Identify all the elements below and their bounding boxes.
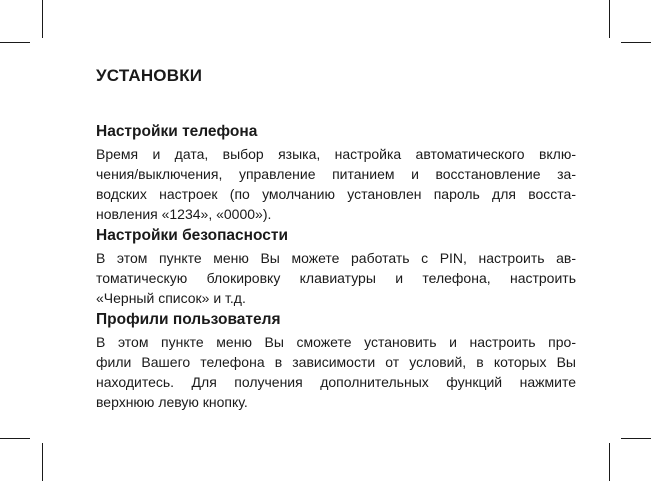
section-heading: Профили пользователя bbox=[96, 311, 281, 328]
section-heading: Настройки телефона bbox=[96, 123, 258, 140]
crop-mark-top-right-vertical bbox=[609, 0, 610, 38]
crop-mark-bottom-right-horizontal bbox=[621, 438, 651, 439]
body-line: В этом пункте меню Вы можете работать с PIN, настроить ав- bbox=[96, 250, 576, 266]
body-line: «Черный список» и т.д. bbox=[96, 290, 246, 306]
section-security-settings bbox=[96, 226, 576, 308]
body-line: новления «1234», «0000»). bbox=[96, 206, 272, 222]
body-line: чения/выключения, управление питанием и восстановление за- bbox=[96, 166, 576, 182]
section-heading: Настройки безопасности bbox=[96, 227, 289, 244]
crop-mark-top-left-vertical bbox=[42, 0, 43, 38]
body-line: Время и дата, выбор языка, настройка автоматического вклю- bbox=[96, 146, 576, 162]
crop-mark-top-left-horizontal bbox=[0, 42, 30, 43]
crop-mark-bottom-left-vertical bbox=[42, 443, 43, 481]
body-line: фили Вашего телефона в зависимости от условий, в которых Вы bbox=[96, 354, 576, 370]
section-user-profiles bbox=[96, 310, 576, 412]
section-body bbox=[96, 332, 576, 412]
crop-mark-top-right-horizontal bbox=[621, 42, 651, 43]
page-title: УСТАНОВКИ bbox=[96, 66, 203, 85]
body-line: В этом пункте меню Вы сможете установить и настроить про- bbox=[96, 334, 576, 350]
section-phone-settings bbox=[96, 122, 576, 224]
crop-mark-bottom-left-horizontal bbox=[0, 438, 30, 439]
crop-mark-bottom-right-vertical bbox=[609, 443, 610, 481]
section-body bbox=[96, 144, 576, 224]
body-line: водских настроек (по умолчанию установлен пароль для восста- bbox=[96, 186, 576, 202]
body-line: находитесь. Для получения дополнительных функций нажмите bbox=[96, 374, 576, 390]
body-line: верхнюю левую кнопку. bbox=[96, 394, 248, 410]
section-body bbox=[96, 248, 576, 308]
body-line: томатическую блокировку клавиатуры и телефона, настроить bbox=[96, 270, 576, 286]
page-content bbox=[96, 64, 576, 414]
